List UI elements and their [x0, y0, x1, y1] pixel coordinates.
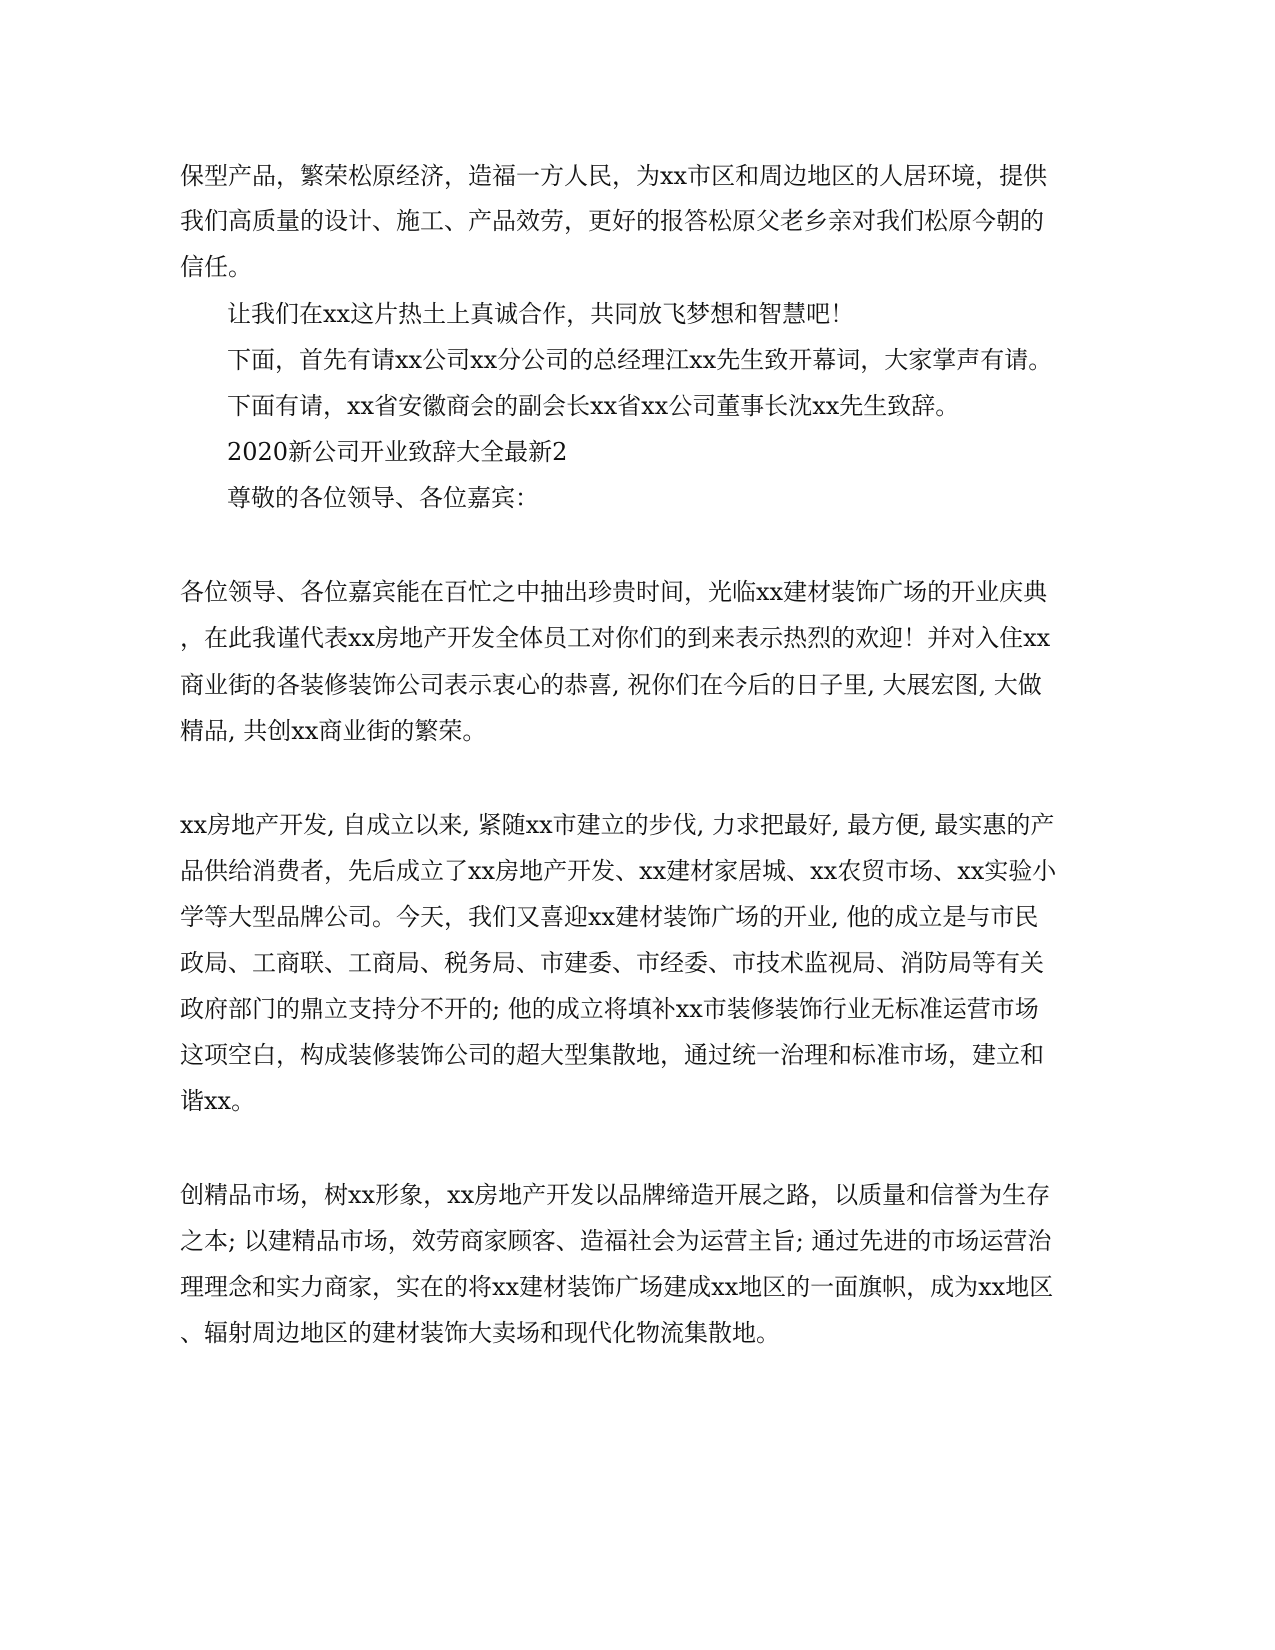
section-title: 2020新公司开业致辞大全最新2 — [227, 438, 568, 466]
paragraph-line: 品供给消费者，先后成立了xx房地产开发、xx建材家居城、xx农贸市场、xx实验小 — [180, 857, 1057, 885]
paragraph-line: 商业街的各装修装饰公司表示衷心的恭喜, 祝你们在今后的日子里, 大展宏图, 大做 — [180, 671, 1042, 699]
paragraph-line: 精品, 共创xx商业街的繁荣。 — [180, 717, 487, 745]
paragraph-line: ，在此我谨代表xx房地产开发全体员工对你们的到来表示热烈的欢迎！并对入住xx — [180, 624, 1051, 652]
paragraph-line: 之本; 以建精品市场，效劳商家顾客、造福社会为运营主旨; 通过先进的市场运营治 — [180, 1227, 1052, 1255]
paragraph-line: 、辐射周边地区的建材装饰大卖场和现代化物流集散地。 — [180, 1319, 780, 1347]
paragraph-line: 这项空白，构成装修装饰公司的超大型集散地，通过统一治理和标准市场，建立和 — [180, 1041, 1044, 1069]
paragraph-line: 我们高质量的设计、施工、产品效劳，更好的报答松原父老乡亲对我们松原今朝的 — [180, 207, 1044, 235]
paragraph-line: 理理念和实力商家，实在的将xx建材装饰广场建成xx地区的一面旗帜，成为xx地区 — [180, 1273, 1054, 1301]
paragraph-line: 学等大型品牌公司。今天，我们又喜迎xx建材装饰广场的开业, 他的成立是与市民 — [180, 903, 1039, 931]
paragraph-first-speaker: 下面，首先有请xx公司xx分公司的总经理江xx先生致开幕词，大家掌声有请。 — [227, 346, 1053, 374]
paragraph-line: xx房地产开发, 自成立以来, 紧随xx市建立的步伐, 力求把最好, 最方便, 最实惠的产 — [180, 811, 1055, 839]
paragraph-next-speaker: 下面有请，xx省安徽商会的副会长xx省xx公司董事长沈xx先生致辞。 — [227, 392, 960, 420]
paragraph-line: 政局、工商联、工商局、税务局、市建委、市经委、市技术监视局、消防局等有关 — [180, 949, 1044, 977]
paragraph-line: 政府部门的鼎立支持分不开的; 他的成立将填补xx市装修装饰行业无标准运营市场 — [180, 995, 1039, 1023]
paragraph-line: 保型产品，繁荣松原经济，造福一方人民，为xx市区和周边地区的人居环境，提供 — [180, 162, 1048, 190]
paragraph-line: 谐xx。 — [180, 1087, 256, 1115]
paragraph-line: 信任。 — [180, 253, 252, 281]
paragraph-cooperate: 让我们在xx这片热土上真诚合作，共同放飞梦想和智慧吧！ — [227, 300, 855, 328]
paragraph-line: 各位领导、各位嘉宾能在百忙之中抽出珍贵时间，光临xx建材装饰广场的开业庆典 — [180, 578, 1048, 606]
paragraph-line: 创精品市场，树xx形象，xx房地产开发以品牌缔造开展之路，以质量和信誉为生存 — [180, 1181, 1051, 1209]
greeting-line: 尊敬的各位领导、各位嘉宾： — [227, 484, 539, 512]
